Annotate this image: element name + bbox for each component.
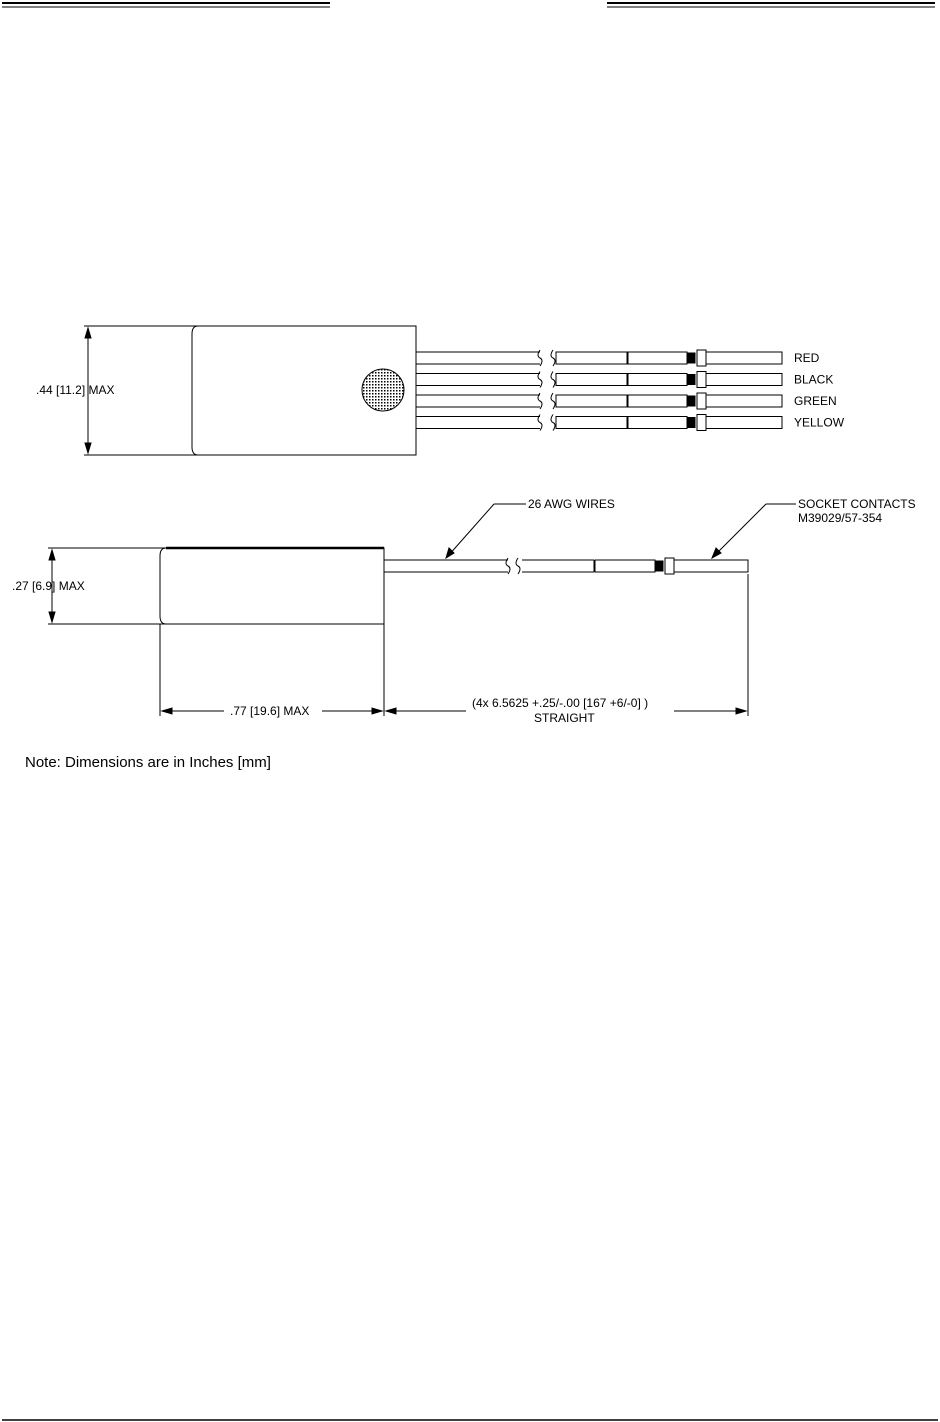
wire-red [416, 350, 782, 366]
wire-label-yellow: YELLOW [794, 415, 845, 430]
wire-yellow [416, 415, 782, 431]
lead-length-dim-line2: STRAIGHT [534, 711, 595, 725]
side-height-dim: .27 [6.9] MAX [12, 579, 85, 593]
side-view [48, 504, 796, 716]
body-length-dim: .77 [19.6] MAX [230, 704, 310, 718]
side-view-housing [160, 548, 384, 624]
lead-length-dim-line1: (4x 6.5625 +.25/-.00 [167 +6/-0] ) [472, 696, 649, 710]
wire-label-black: BLACK [794, 372, 834, 387]
wire-black [416, 372, 782, 388]
callout-wires: 26 AWG WIRES [528, 497, 615, 511]
top-height-dim: .44 [11.2] MAX [36, 383, 115, 397]
callout-contacts-line1: SOCKET CONTACTS [798, 497, 916, 511]
top-view-wires [416, 350, 845, 431]
sensor-port-mesh [362, 369, 404, 411]
header-rule-left [2, 3, 330, 7]
top-view [84, 326, 416, 455]
header-rule-right [607, 3, 935, 7]
wire-green [416, 393, 782, 409]
wire-label-green: GREEN [794, 394, 837, 408]
wire-label-red: RED [794, 351, 820, 365]
dimensions-note: Note: Dimensions are in Inches [mm] [25, 754, 271, 771]
callout-contacts-line2: M39029/57-354 [798, 511, 883, 525]
